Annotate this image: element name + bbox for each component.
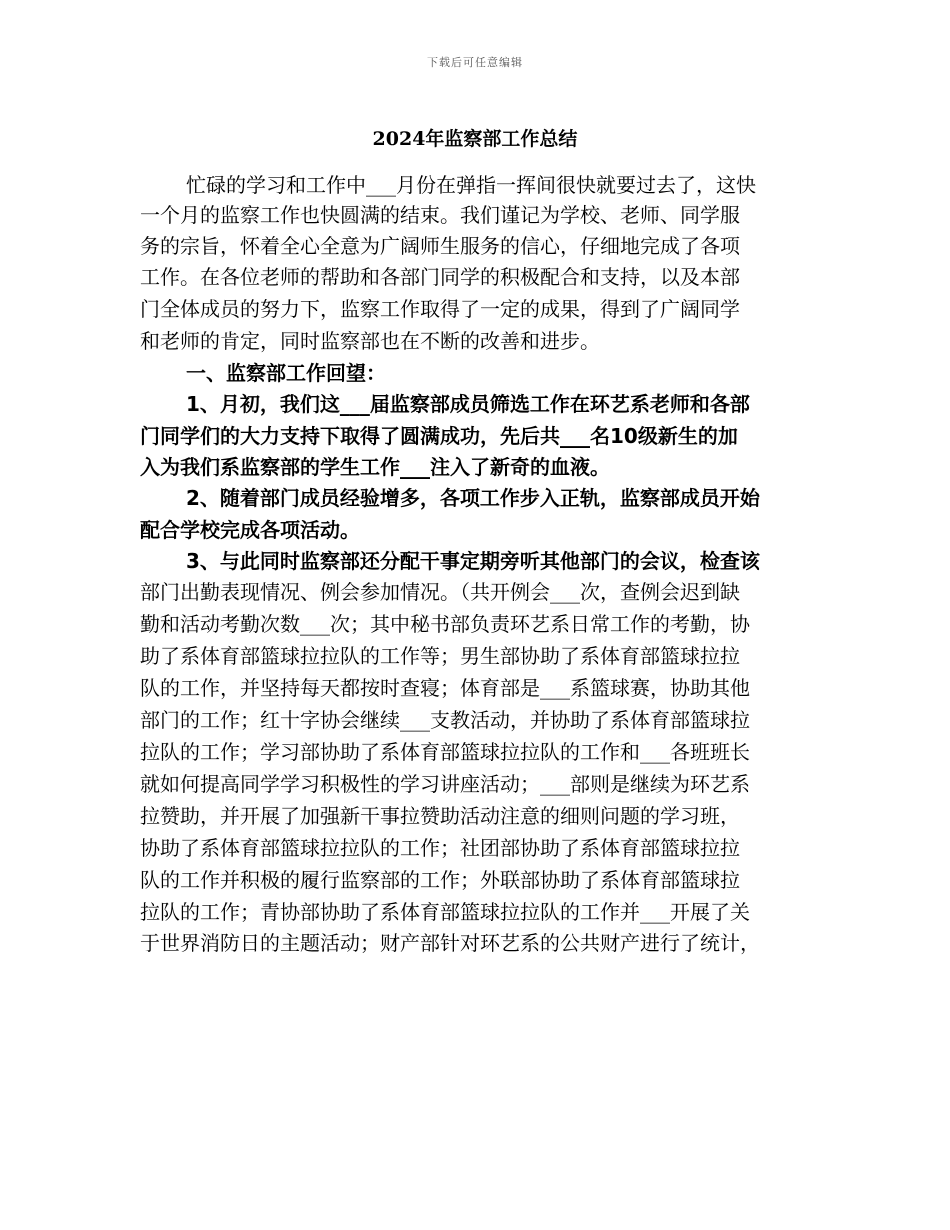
body-line: 拉队的工作；青协部协助了系体育部篮球拉拉队的工作并___开展了关 <box>140 900 750 924</box>
body-line: 1、月初，我们这___届监察部成员筛选工作在环艺系老师和各部 <box>186 392 750 416</box>
body-line: 协助了系体育部篮球拉拉队的工作；社团部协助了系体育部篮球拉拉 <box>140 836 740 860</box>
body-line: 拉队的工作；学习部协助了系体育部篮球拉拉队的工作和___各班班长 <box>140 740 750 764</box>
document-title: 2024年监察部工作总结 <box>372 128 578 150</box>
body-line: 队的工作并积极的履行监察部的工作；外联部协助了系体育部篮球拉 <box>140 868 740 892</box>
body-line: 门全体成员的努力下，监察工作取得了一定的成果，得到了广阔同学 <box>140 297 740 321</box>
header-note: 下载后可任意编辑 <box>427 56 523 69</box>
body-line: 3、与此同时监察部还分配干事定期旁听其他部门的会议，检查该 <box>186 549 760 573</box>
body-line: 一、监察部工作回望： <box>186 361 386 385</box>
body-line: 拉赞助，并开展了加强新干事拉赞助活动注意的细则问题的学习班， <box>140 804 740 828</box>
body-line: 一个月的监察工作也快圆满的结束。我们谨记为学校、老师、同学服 <box>140 203 740 227</box>
body-line: 2、随着部门成员经验增多，各项工作步入正轨，监察部成员开始 <box>186 486 760 510</box>
body-line: 门同学们的大力支持下取得了圆满成功，先后共___名10级新生的加 <box>140 424 738 448</box>
body-line: 于世界消防日的主题活动；财产部针对环艺系的公共财产进行了统计， <box>140 931 760 955</box>
body-line: 助了系体育部篮球拉拉队的工作等；男生部协助了系体育部篮球拉拉 <box>140 644 740 668</box>
body-line: 工作。在各位老师的帮助和各部门同学的积极配合和支持，以及本部 <box>140 265 740 289</box>
body-line: 入为我们系监察部的学生工作___注入了新奇的血液。 <box>140 455 610 479</box>
body-line: 部门出勤表现情况、例会参加情况。（共开例会___次，查例会迟到缺 <box>140 580 740 604</box>
body-line: 队的工作，并坚持每天都按时查寝；体育部是___系篮球赛，协助其他 <box>140 676 750 700</box>
body-line: 部门的工作；红十字协会继续___支教活动，并协助了系体育部篮球拉 <box>140 708 750 732</box>
body-line: 忙碌的学习和工作中___月份在弹指一挥间很快就要过去了，这快 <box>186 173 756 197</box>
body-line: 配合学校完成各项活动。 <box>140 518 360 542</box>
body-line: 就如何提高同学学习积极性的学习讲座活动；___部则是继续为环艺系 <box>140 772 750 796</box>
body-line: 勤和活动考勤次数___次；其中秘书部负责环艺系日常工作的考勤，协 <box>140 612 750 636</box>
body-line: 务的宗旨，怀着全心全意为广阔师生服务的信心，仔细地完成了各项 <box>140 234 740 258</box>
body-line: 和老师的肯定，同时监察部也在不断的改善和进步。 <box>140 329 600 353</box>
